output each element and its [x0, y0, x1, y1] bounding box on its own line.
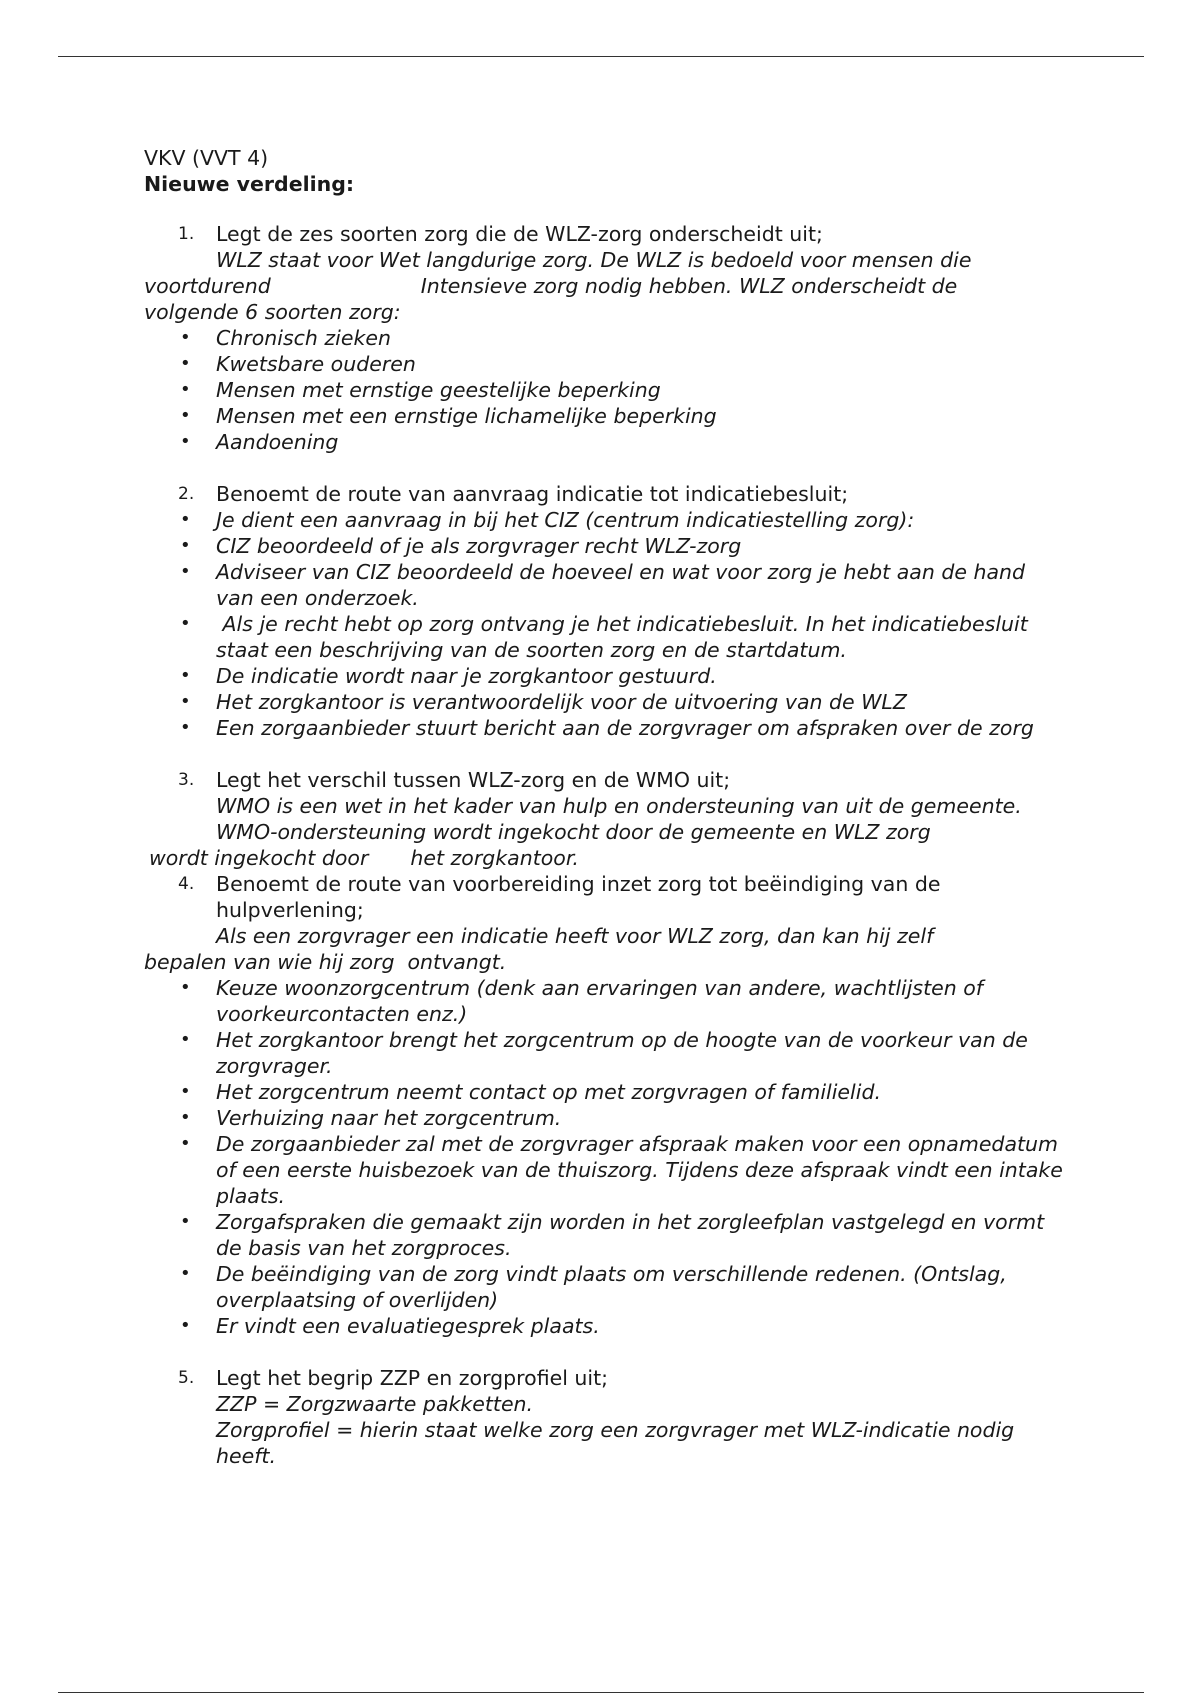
list-item	[144, 507, 1064, 533]
answer-line	[144, 273, 1064, 299]
list-item-text: CIZ beoordeeld of je als zorgvrager recht WLZ-zorg	[216, 534, 742, 558]
question-5	[144, 1365, 1064, 1469]
bullet-icon: •	[180, 1107, 191, 1128]
answer-line: WMO-ondersteuning wordt ingekocht door de gemeente en WLZ zorg	[216, 820, 931, 844]
list-item	[144, 1027, 1064, 1079]
spacer	[144, 741, 1064, 767]
list-item	[144, 1131, 1064, 1209]
list-item	[144, 611, 1064, 663]
question-number: 1.	[178, 224, 195, 244]
bullet-icon: •	[180, 405, 191, 426]
spacer	[144, 455, 1064, 481]
list-item-text: De beëindiging van de zorg vindt plaats om verschillende redenen. (Ontslag, overplaatsing of overlijden)	[216, 1262, 1007, 1312]
document-title: Nieuwe verdeling:	[144, 172, 355, 196]
list-item-text: Aandoening	[216, 430, 339, 454]
list-item-text: Adviseer van CIZ beoordeeld de hoeveel en wat voor zorg je hebt aan de hand van een onderzoek.	[216, 560, 1026, 610]
question-number: 2.	[178, 484, 195, 504]
list-item	[144, 1105, 1064, 1131]
question-4	[144, 871, 1064, 1339]
question-text: Legt de zes soorten zorg die de WLZ-zorg onderscheidt uit;	[216, 222, 823, 246]
bullet-icon: •	[180, 1081, 191, 1102]
answer-fragment: wordt ingekocht door	[149, 846, 369, 870]
bullet-icon: •	[180, 1133, 191, 1154]
spacer	[144, 1339, 1064, 1365]
list-item	[144, 1209, 1064, 1261]
bullet-icon: •	[180, 977, 191, 998]
list-item-text: Zorgafspraken die gemaakt zijn worden in het zorgleefplan vastgelegd en vormt de basis van het zorgproces.	[216, 1210, 1045, 1260]
list-item-text: De zorgaanbieder zal met de zorgvrager afspraak maken voor een opnamedatum of een eerste huisbezoek van de thuiszorg. Tijdens deze afspraak vindt een intake plaats.	[216, 1132, 1063, 1208]
question-2	[144, 481, 1064, 741]
list-item	[144, 325, 1064, 351]
bullet-icon: •	[180, 1315, 191, 1336]
question-5-heading	[144, 1365, 1064, 1391]
question-1	[144, 221, 1064, 455]
bullet-icon: •	[180, 431, 191, 452]
list-item	[144, 377, 1064, 403]
bullet-icon: •	[180, 1211, 191, 1232]
list-item-text: Mensen met een ernstige lichamelijke beperking	[216, 404, 717, 428]
document-subtitle: VKV (VVT 4)	[144, 146, 269, 170]
bullet-icon: •	[180, 665, 191, 686]
spacer	[144, 197, 1064, 221]
question-number: 3.	[178, 770, 195, 790]
answer-line: ZZP = Zorgzwaarte pakketten.	[216, 1392, 534, 1416]
bullet-icon: •	[180, 691, 191, 712]
list-item	[144, 533, 1064, 559]
bullet-icon: •	[180, 613, 191, 634]
list-item-text: De indicatie wordt naar je zorgkantoor gestuurd.	[216, 664, 717, 688]
answer-line: Zorgprofiel = hierin staat welke zorg een zorgvrager met WLZ-indicatie nodig heeft.	[216, 1418, 1015, 1468]
answer-fragment: Intensieve zorg nodig hebben. WLZ onderscheidt de	[420, 274, 958, 298]
answer-fragment: het zorgkantoor.	[410, 846, 579, 870]
list-item	[144, 429, 1064, 455]
list-item	[144, 975, 1064, 1027]
document-body	[144, 145, 1064, 1469]
bullet-icon: •	[180, 379, 191, 400]
question-text: Legt het verschil tussen WLZ-zorg en de WMO uit;	[216, 768, 731, 792]
list-item	[144, 715, 1064, 741]
list-item-text: Als je recht hebt op zorg ontvang je het indicatiebesluit. In het indicatiebesluit staat een beschrijving van de soorten zorg en de startdatum.	[216, 612, 1035, 662]
list-item-text: Chronisch zieken	[216, 326, 391, 350]
question-text: Legt het begrip ZZP en zorgprofiel uit;	[216, 1366, 609, 1390]
question-text: Benoemt de route van voorbereiding inzet zorg tot beëindiging van de hulpverlening;	[216, 872, 941, 922]
list-item-text: Het zorgkantoor is verantwoordelijk voor de uitvoering van de WLZ	[216, 690, 907, 714]
list-item-text: Je dient een aanvraag in bij het CIZ (centrum indicatiestelling zorg):	[216, 508, 915, 532]
list-item-text: Er vindt een evaluatiegesprek plaats.	[216, 1314, 600, 1338]
list-item	[144, 1313, 1064, 1339]
list-item-text: Verhuizing naar het zorgcentrum.	[216, 1106, 562, 1130]
list-item-text: Keuze woonzorgcentrum (denk aan ervaringen van andere, wachtlijsten of voorkeurcontacten enz.)	[216, 976, 984, 1026]
answer-line: bepalen van wie hij zorg ontvangt.	[144, 950, 507, 974]
bullet-icon: •	[180, 1263, 191, 1284]
list-item-text: Het zorgcentrum neemt contact op met zorgvragen of familielid.	[216, 1080, 881, 1104]
list-item	[144, 351, 1064, 377]
list-item	[144, 1261, 1064, 1313]
bullet-list	[144, 507, 1064, 741]
list-item	[144, 403, 1064, 429]
answer-line	[144, 845, 1064, 871]
question-3-heading	[144, 767, 1064, 793]
question-number: 5.	[178, 1368, 195, 1388]
bullet-list	[144, 325, 1064, 455]
footer-rule	[58, 1692, 1144, 1693]
bullet-icon: •	[180, 561, 191, 582]
bullet-icon: •	[180, 353, 191, 374]
answer-line: WMO is een wet in het kader van hulp en ondersteuning van uit de gemeente.	[216, 794, 1022, 818]
list-item-text: Mensen met ernstige geestelijke beperking	[216, 378, 661, 402]
list-item-text: Het zorgkantoor brengt het zorgcentrum op de hoogte van de voorkeur van de zorgvrager.	[216, 1028, 1028, 1078]
bullet-icon: •	[180, 1029, 191, 1050]
answer-line: Als een zorgvrager een indicatie heeft voor WLZ zorg, dan kan hij zelf	[216, 924, 934, 948]
bullet-icon: •	[180, 327, 191, 348]
question-text: Benoemt de route van aanvraag indicatie tot indicatiebesluit;	[216, 482, 849, 506]
answer-line: WLZ staat voor Wet langdurige zorg. De WLZ is bedoeld voor mensen die	[216, 248, 972, 272]
question-3	[144, 767, 1064, 871]
bullet-icon: •	[180, 717, 191, 738]
list-item	[144, 1079, 1064, 1105]
list-item-text: Kwetsbare ouderen	[216, 352, 416, 376]
question-number: 4.	[178, 874, 195, 894]
answer-fragment: voortdurend	[144, 274, 271, 298]
header-rule	[58, 56, 1144, 57]
list-item-text: Een zorgaanbieder stuurt bericht aan de zorgvrager om afspraken over de zorg	[216, 716, 1034, 740]
list-item	[144, 689, 1064, 715]
bullet-icon: •	[180, 509, 191, 530]
answer-line: volgende 6 soorten zorg:	[144, 300, 401, 324]
question-4-heading	[144, 871, 1064, 923]
bullet-list	[144, 975, 1064, 1339]
bullet-icon: •	[180, 535, 191, 556]
list-item	[144, 663, 1064, 689]
question-2-heading	[144, 481, 1064, 507]
list-item	[144, 559, 1064, 611]
question-1-heading	[144, 221, 1064, 247]
